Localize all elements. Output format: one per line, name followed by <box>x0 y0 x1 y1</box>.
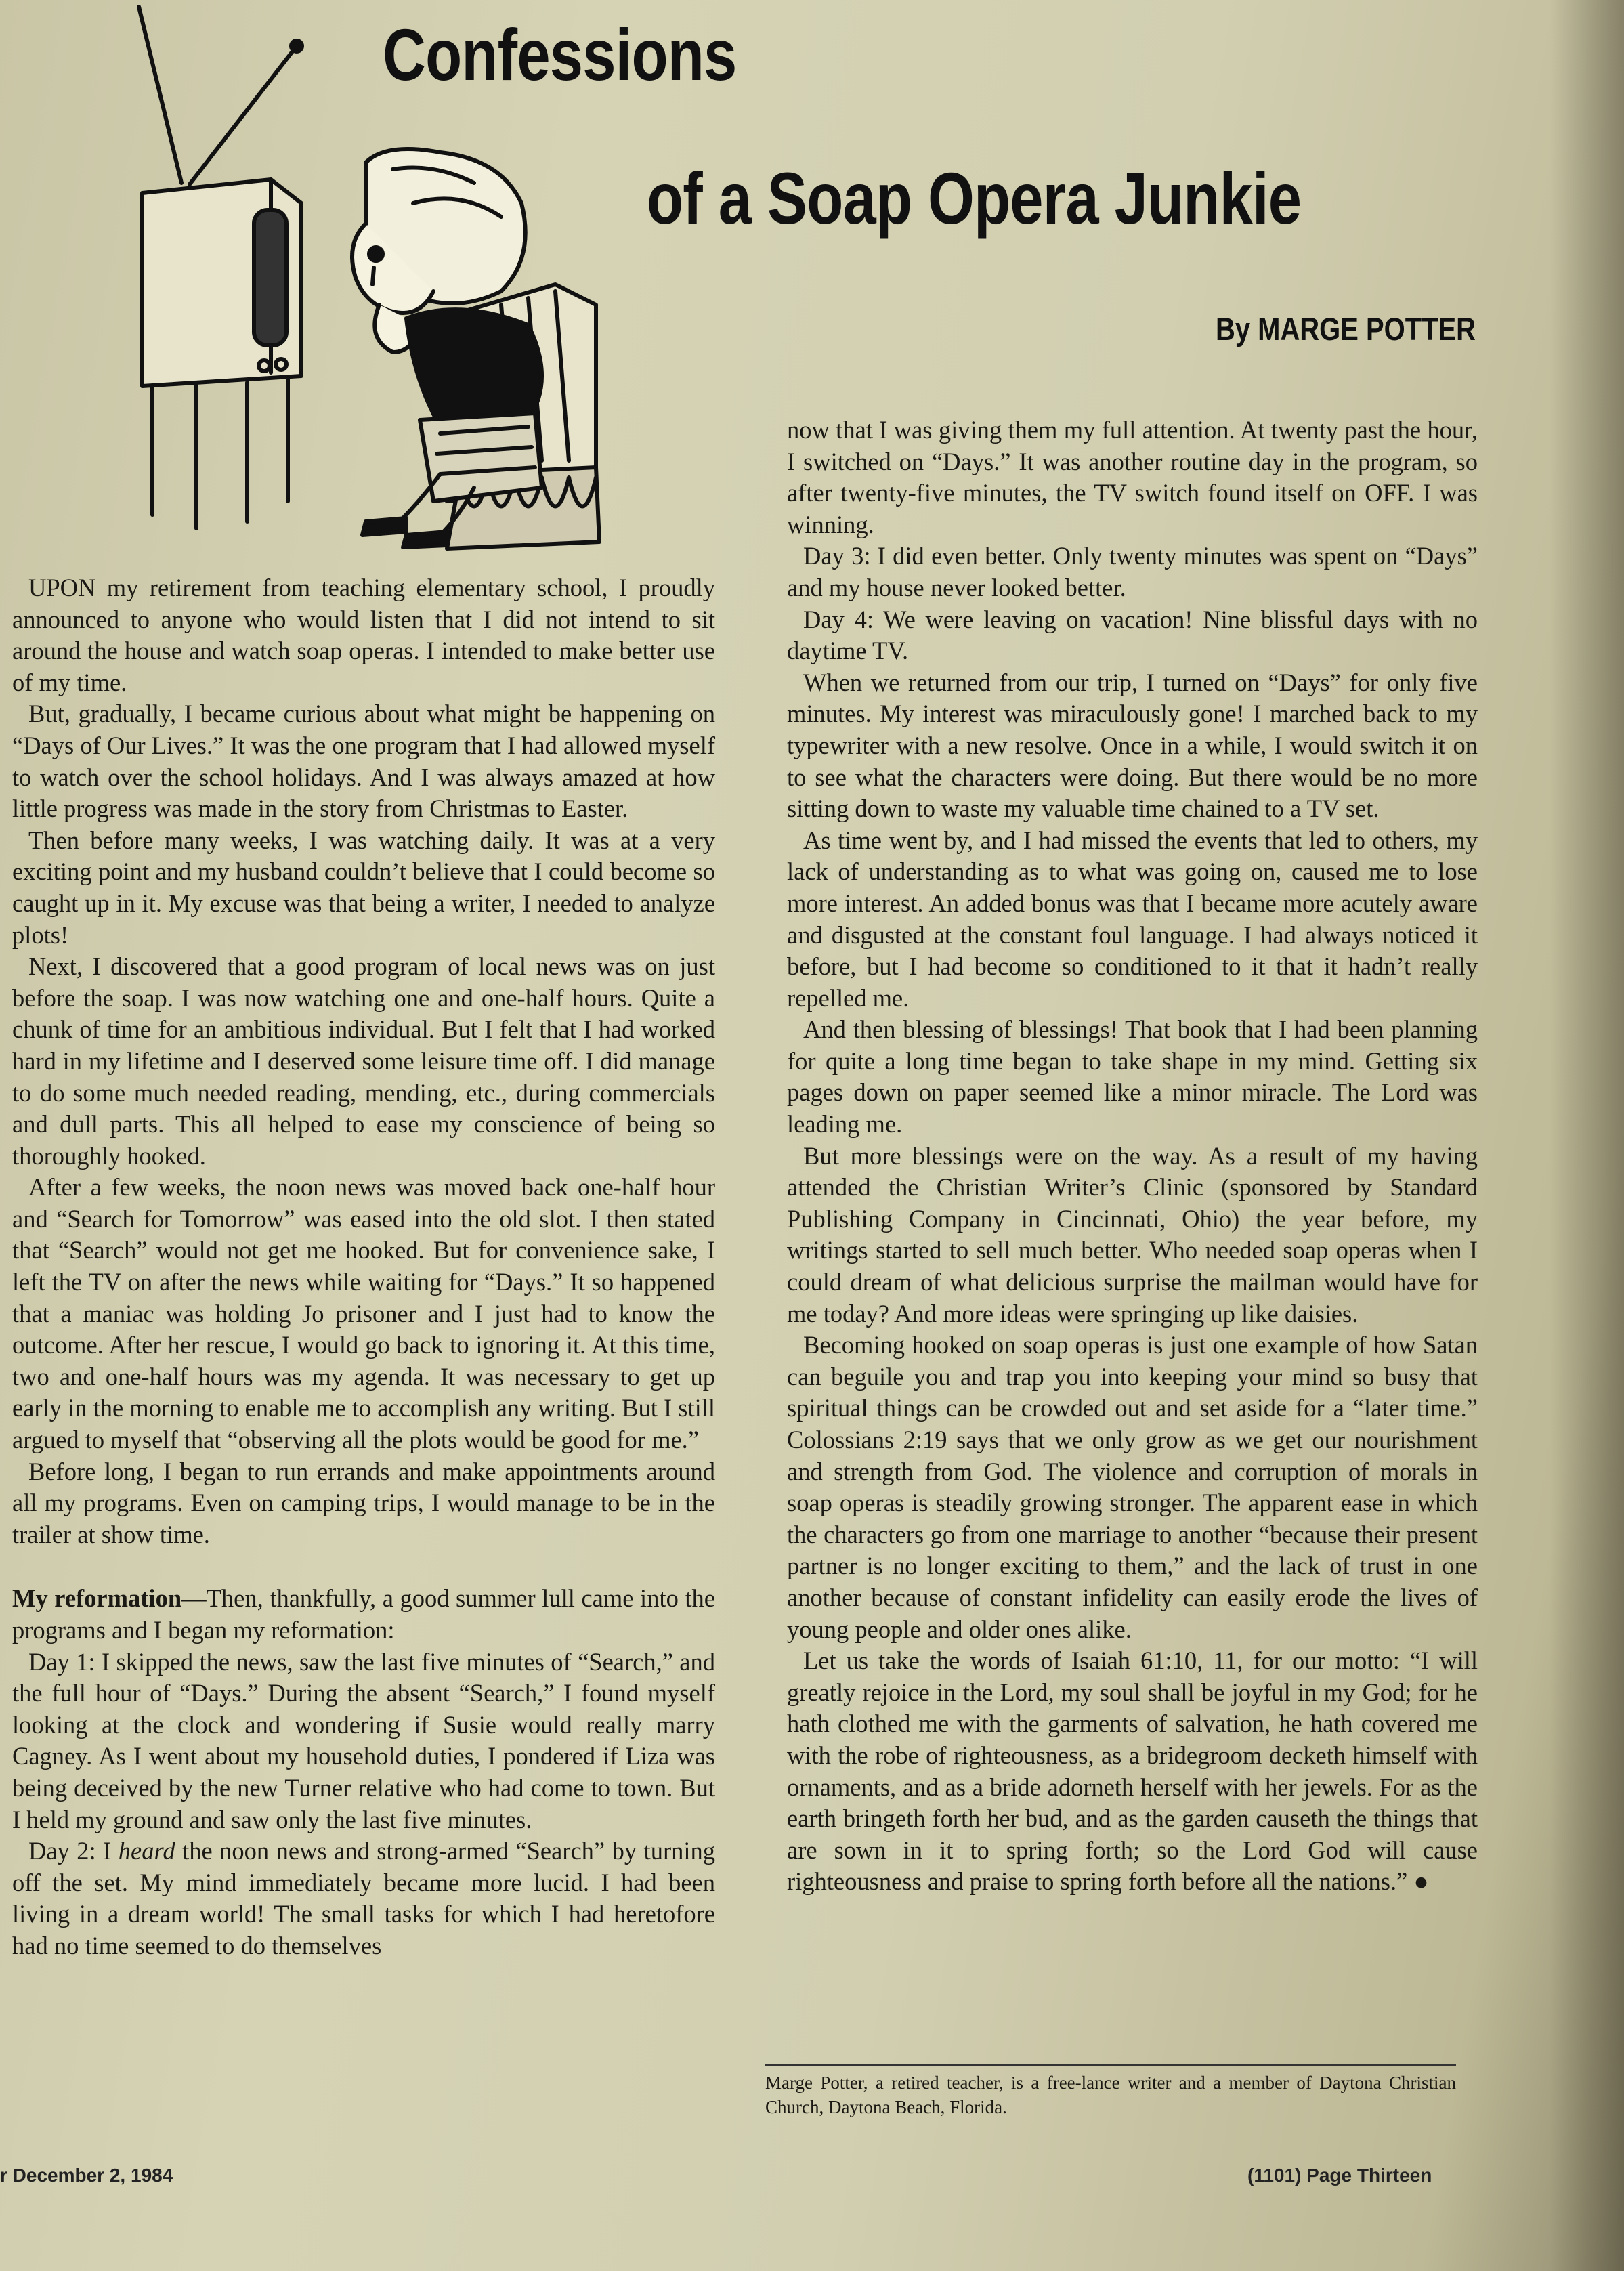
reformation-text: —Then, thankfully, a good summer lull came into the programs and I began my reformation: <box>12 1584 715 1644</box>
paragraph: But, gradually, I became curious about what might be happening on “Days of Our Lives.” It was the one program that I had allowed myself to watch over the school holidays. And I was always amazed at how little progress was made in the story from Christmas to Easter. <box>12 700 715 823</box>
day2-text-b: the noon news and strong-armed “Search” by turning off the set. My mind immediately became more lucid. I had been living in a dream world! The small tasks for which I had heretofore had no time seemed to do themselves <box>12 1837 715 1959</box>
paragraph: As time went by, and I had missed the events that led to others, my lack of understanding as to what was going on, caused me to lose more interest. An added bonus was that I became more acutely aware and disgusted at the constant foul language. I had always noticed it before, but I had become so conditioned to it that it hadn’t really repelled me. <box>787 826 1478 1012</box>
paragraph: Day 4: We were leaving on vacation! Nine blissful days with no daytime TV. <box>787 605 1478 665</box>
paragraph: UPON my retirement from teaching elementary school, I proudly announced to anyone who would listen that I did not intend to sit around the house and watch soap operas. I intended to make better use of my time. <box>12 574 715 696</box>
paragraph: Next, I discovered that a good program of local news was on just before the soap. I was now watching one and one-half hours. Quite a chunk of time for an ambitious individual. But I felt that I had worked hard in my lifetime and I deserved some leisure time off. I did manage to do some much needed reading, mending, etc., during commercials and dull parts. This all helped to ease my conscience of being so thoroughly hooked. <box>12 952 715 1170</box>
paragraph-day-2 <box>12 1835 715 1961</box>
paragraph: But more blessings were on the way. As a result of my having attended the Christian Writer’s Clinic (sponsored by Standard Publishing Company in Cincinnati, Ohio) the year before, my writings started to sell much better. Who needed soap operas when I could dream of what delicious surprise the mailman would have for me today? And more ideas were springing up like daisies. <box>787 1141 1478 1328</box>
paragraph: And then blessing of blessings! That book that I had been planning for quite a long time began to take shape in my mind. Getting six pages down on paper seemed like a minor miracle. The Lord was leading me. <box>787 1015 1478 1139</box>
reformation-paragraph <box>12 1583 715 1646</box>
paragraph: Day 3: I did even better. Only twenty minutes was spent on “Days” and my house never looked better. <box>787 542 1478 601</box>
paragraph: now that I was giving them my full attention. At twenty past the hour, I switched on “Days.” It was another routine day in the program, so after twenty-five minutes, the TV switch found itself on OFF. I was winning. <box>787 416 1478 538</box>
title-line-1: Confessions <box>383 14 737 95</box>
subheading-reformation: My reformation <box>12 1584 182 1613</box>
title-line-2: of a Soap Opera Junkie <box>647 157 1302 239</box>
day2-emphasis: heard <box>118 1837 175 1865</box>
page-spine-shadow <box>1550 0 1624 2271</box>
day2-text-a: Day 2: I <box>28 1837 119 1865</box>
paragraph: Let us take the words of Isaiah 61:10, 11, for our motto: “I will greatly rejoice in the Lord, my soul shall be joyful in my God; for he hath clothed me with the garments of salvation, he hath covered me with the robe of righteousness, as a bridegroom decketh himself with ornaments, and as a bride adorneth herself with her jewels. For as the earth bringeth forth her bud, and as the garden causeth the things that are sown in it to spring forth; so the Lord God will cause righteousness and praise to spring forth before all the nations.” ● <box>787 1647 1478 1896</box>
paragraph: Then before many weeks, I was watching daily. It was at a very exciting point and my husband couldn’t believe that I could become so caught up in it. My excuse was that being a writer, I needed to analyze plots! <box>12 826 715 949</box>
column-left <box>12 572 715 1962</box>
footer-date: r December 2, 1984 <box>0 2165 173 2186</box>
author-bio: Marge Potter, a retired teacher, is a free-lance writer and a member of Daytona Christian Church, Daytona Beach, Florida. <box>765 2064 1456 2119</box>
byline: By MARGE POTTER <box>1216 311 1476 347</box>
paragraph: Becoming hooked on soap operas is just one example of how Satan can beguile you and trap you into keeping your mind so busy that spiritual things can be crowded out and set aside for a “later time.” Colossians 2:19 says that we only grow as we get our nourishment and strength from God. The violence and corruption of morals in soap operas is steadily growing stronger. The apparent ease in which the characters go from one marriage to another “because their present partner is no longer exciting to them,” and the lack of trust in one another because of constant infidelity can easily erode the lives of young people and older ones alike. <box>787 1331 1478 1643</box>
paragraph: When we returned from our trip, I turned on “Days” for only five minutes. My interest was miraculously gone! I marched back to my typewriter with a new resolve. Once in a while, I would switch it on to see what the characters were doing. But there would be no more sitting down to waste my valuable time chained to a TV set. <box>787 668 1478 823</box>
paragraph-day-1: Day 1: I skipped the news, saw the last five minutes of “Search,” and the full hour of “Days.” During the absent “Search,” I found myself looking at the clock and wondering if Susie would really marry Cagney. As I went about my household duties, I pondered if Liza was being deceived by the new Turner relative who had come to town. But I held my ground and saw only the last five minutes. <box>12 1647 715 1833</box>
paragraph: Before long, I began to run errands and make appointments around all my programs. Even on camping trips, I would manage to be in the trailer at show time. <box>12 1457 715 1548</box>
column-right <box>787 415 1478 1898</box>
tv-watcher-illustration <box>122 0 610 555</box>
paragraph: After a few weeks, the noon news was moved back one-half hour and “Search for Tomorrow” was eased into the old slot. I then stated that “Search” would not get me hooked. But for convenience sake, I left the TV on after the news while waiting for “Days.” It so happened that a maniac was holding Jo prisoner and I just had to know the outcome. After her rescue, I would go back to ignoring it. At this time, two and one-half hours was my agenda. It was necessary to get up early in the morning to enable me to accomplish any writing. But I still argued to myself that “observing all the plots would be good for me.” <box>12 1173 716 1454</box>
footer-page-number: (1101) Page Thirteen <box>1247 2165 1432 2186</box>
